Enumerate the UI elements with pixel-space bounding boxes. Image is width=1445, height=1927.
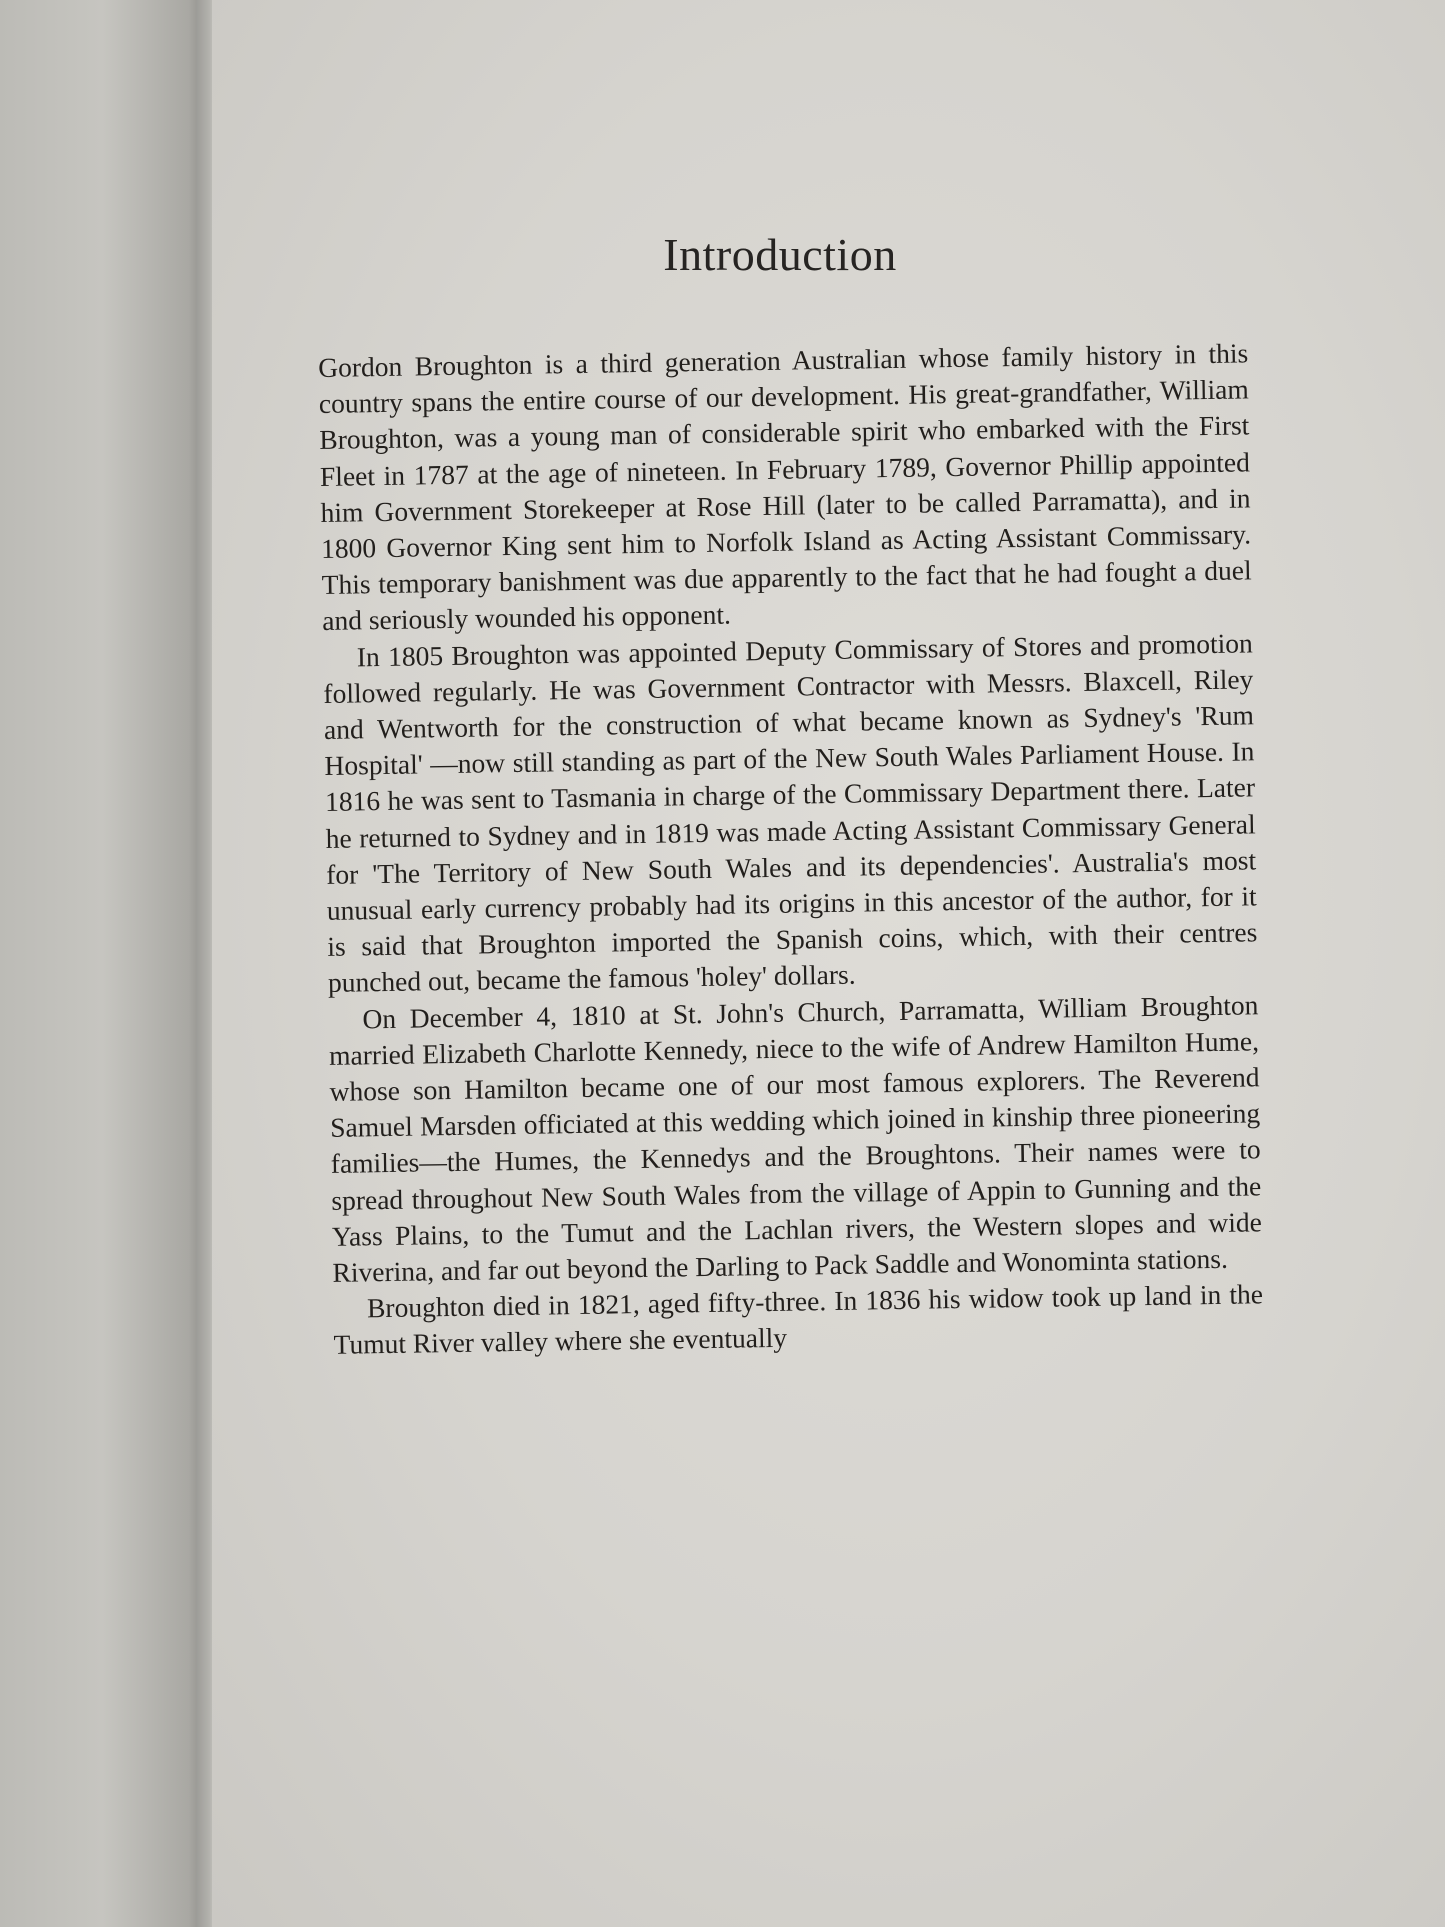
body-text [318, 335, 1264, 1363]
paragraph-4: Broughton died in 1821, aged fifty-three. In 1836 his widow took up land in the Tumut River valley where she eventually [333, 1278, 1264, 1361]
page-title: Introduction [663, 229, 897, 280]
paragraph-3: On December 4, 1810 at St. John's Church, Parramatta, William Broughton married Elizabeth Charlotte Kennedy, niece to the wife of Andrew Hamilton Hume, whose son Hamilton became one of our most famous explorers. The Reverend Samuel Marsden officiated at this wedding which joined in kinship three pioneering families—the Humes, the Kennedys and the Broughtons. Their names were to spread throughout New South Wales from the village of Appin to Gunning and the Yass Plains, to the Tumut and the Lachlan rivers, the Western slopes and wide Riverina, and far out beyond the Darling to Pack Saddle and Wonominta stations. [328, 988, 1263, 1288]
paragraph-2: In 1805 Broughton was appointed Deputy Commissary of Stores and promotion followed regularly. He was Government Contractor with Messrs. Blaxcell, Riley and Wentworth for the construction of what became known as Sydney's 'Rum Hospital' —now still standing as part of the New South Wales Parliament House. In 1816 he was sent to Tasmania in charge of the Commissary Department there. Later he returned to Sydney and in 1819 was made Acting Assistant Commissary General for 'The Territory of New South Wales and its dependencies'. Australia's most unusual early currency probably had its origins in this ancestor of the author, for it is said that Broughton imported the Spanish coins, which, with their centres punched out, became the famous 'holey' dollars. [323, 626, 1258, 999]
left-page-edge [0, 0, 205, 1927]
paragraph-1: Gordon Broughton is a third generation Australian whose family history in this country spans the entire course of our development. His great-grandfather, William Broughton, was a young man of considerable spirit who embarked with the First Fleet in 1787 at the age of nineteen. In February 1789, Governor Phillip appointed him Government Storekeeper at Rose Hill (later to be called Parramatta), and in 1800 Governor King sent him to Norfolk Island as Acting Assistant Commissary. This temporary banishment was due apparently to the fact that he had fought a duel and seriously wounded his opponent. [318, 337, 1252, 637]
